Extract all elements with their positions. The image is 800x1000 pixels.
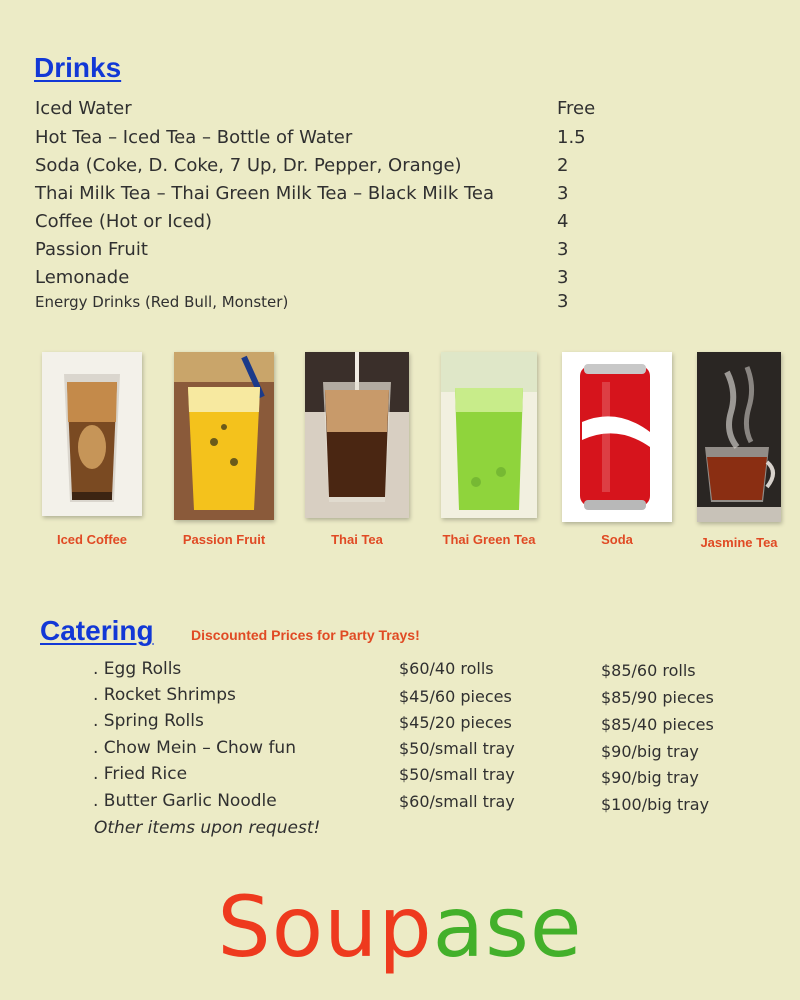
catering-row xyxy=(93,711,733,737)
iced-coffee-photo xyxy=(42,352,142,516)
catering-row xyxy=(93,685,733,711)
catering-row xyxy=(93,659,733,685)
catering-small-price: $50/small tray xyxy=(399,739,515,758)
catering-item-name: . Chow Mein – Chow fun xyxy=(93,738,296,758)
drink-price: 1.5 xyxy=(557,127,586,148)
thai-green-tea-photo xyxy=(441,352,537,518)
drink-price: 2 xyxy=(557,155,569,176)
catering-item-name: . Butter Garlic Noodle xyxy=(93,791,277,811)
catering-heading: Catering xyxy=(40,615,154,646)
thai-tea-photo xyxy=(305,352,409,518)
catering-small-price: $50/small tray xyxy=(399,765,515,784)
soda-can-photo xyxy=(562,352,672,522)
catering-row xyxy=(93,738,733,764)
drink-row xyxy=(35,293,595,319)
brand-logo xyxy=(0,878,800,976)
drink-price: 3 xyxy=(557,183,569,204)
jasmine-tea-photo xyxy=(697,352,781,522)
catering-small-price: $60/small tray xyxy=(399,792,515,811)
drink-row xyxy=(35,183,595,209)
drink-price: 3 xyxy=(557,291,569,312)
drink-price: 4 xyxy=(557,211,569,232)
photo-caption: Passion Fruit xyxy=(182,532,266,547)
drink-row xyxy=(35,267,595,293)
drink-name: Thai Milk Tea – Thai Green Milk Tea – Black Milk Tea xyxy=(35,183,495,204)
catering-big-price: $85/60 rolls xyxy=(601,661,696,680)
photo-caption: Thai Green Tea xyxy=(442,532,536,547)
drink-row xyxy=(35,98,595,124)
catering-item-name: . Egg Rolls xyxy=(93,659,182,679)
catering-big-price: $100/big tray xyxy=(601,795,710,814)
photo-caption: Soda xyxy=(601,532,633,547)
photo-caption: Jasmine Tea xyxy=(700,535,778,550)
catering-subtitle: Discounted Prices for Party Trays! xyxy=(191,627,420,643)
drink-name: Soda (Coke, D. Coke, 7 Up, Dr. Pepper, Orange) xyxy=(35,155,462,176)
drink-price: Free xyxy=(557,98,596,119)
catering-row xyxy=(93,791,733,817)
drink-name: Lemonade xyxy=(35,267,130,288)
brand-part-soup: Soup xyxy=(217,878,433,976)
drink-price: 3 xyxy=(557,239,569,260)
catering-note: Other items upon request! xyxy=(94,818,321,838)
drink-name: Energy Drinks (Red Bull, Monster) xyxy=(35,293,289,311)
catering-small-price: $45/20 pieces xyxy=(399,713,512,732)
drink-name: Iced Water xyxy=(35,98,132,119)
catering-item-name: . Rocket Shrimps xyxy=(93,685,236,705)
drink-row xyxy=(35,155,595,181)
photo-caption: Iced Coffee xyxy=(56,532,128,547)
catering-big-price: $90/big tray xyxy=(601,742,699,761)
catering-item-name: . Spring Rolls xyxy=(93,711,204,731)
catering-small-price: $45/60 pieces xyxy=(399,687,512,706)
catering-row xyxy=(93,764,733,790)
brand-part-ase: ase xyxy=(432,878,583,976)
catering-item-name: . Fried Rice xyxy=(93,764,188,784)
catering-big-price: $90/big tray xyxy=(601,768,699,787)
drink-price: 3 xyxy=(557,267,569,288)
drink-row xyxy=(35,211,595,237)
drink-name: Passion Fruit xyxy=(35,239,148,260)
drink-row xyxy=(35,239,595,265)
drink-name: Hot Tea – Iced Tea – Bottle of Water xyxy=(35,127,353,148)
catering-small-price: $60/40 rolls xyxy=(399,659,494,678)
drink-name: Coffee (Hot or Iced) xyxy=(35,211,213,232)
catering-big-price: $85/40 pieces xyxy=(601,715,714,734)
drink-row xyxy=(35,127,595,153)
passion-fruit-photo xyxy=(174,352,274,520)
drinks-heading: Drinks xyxy=(34,52,122,83)
photo-caption: Thai Tea xyxy=(331,532,383,547)
catering-big-price: $85/90 pieces xyxy=(601,688,714,707)
